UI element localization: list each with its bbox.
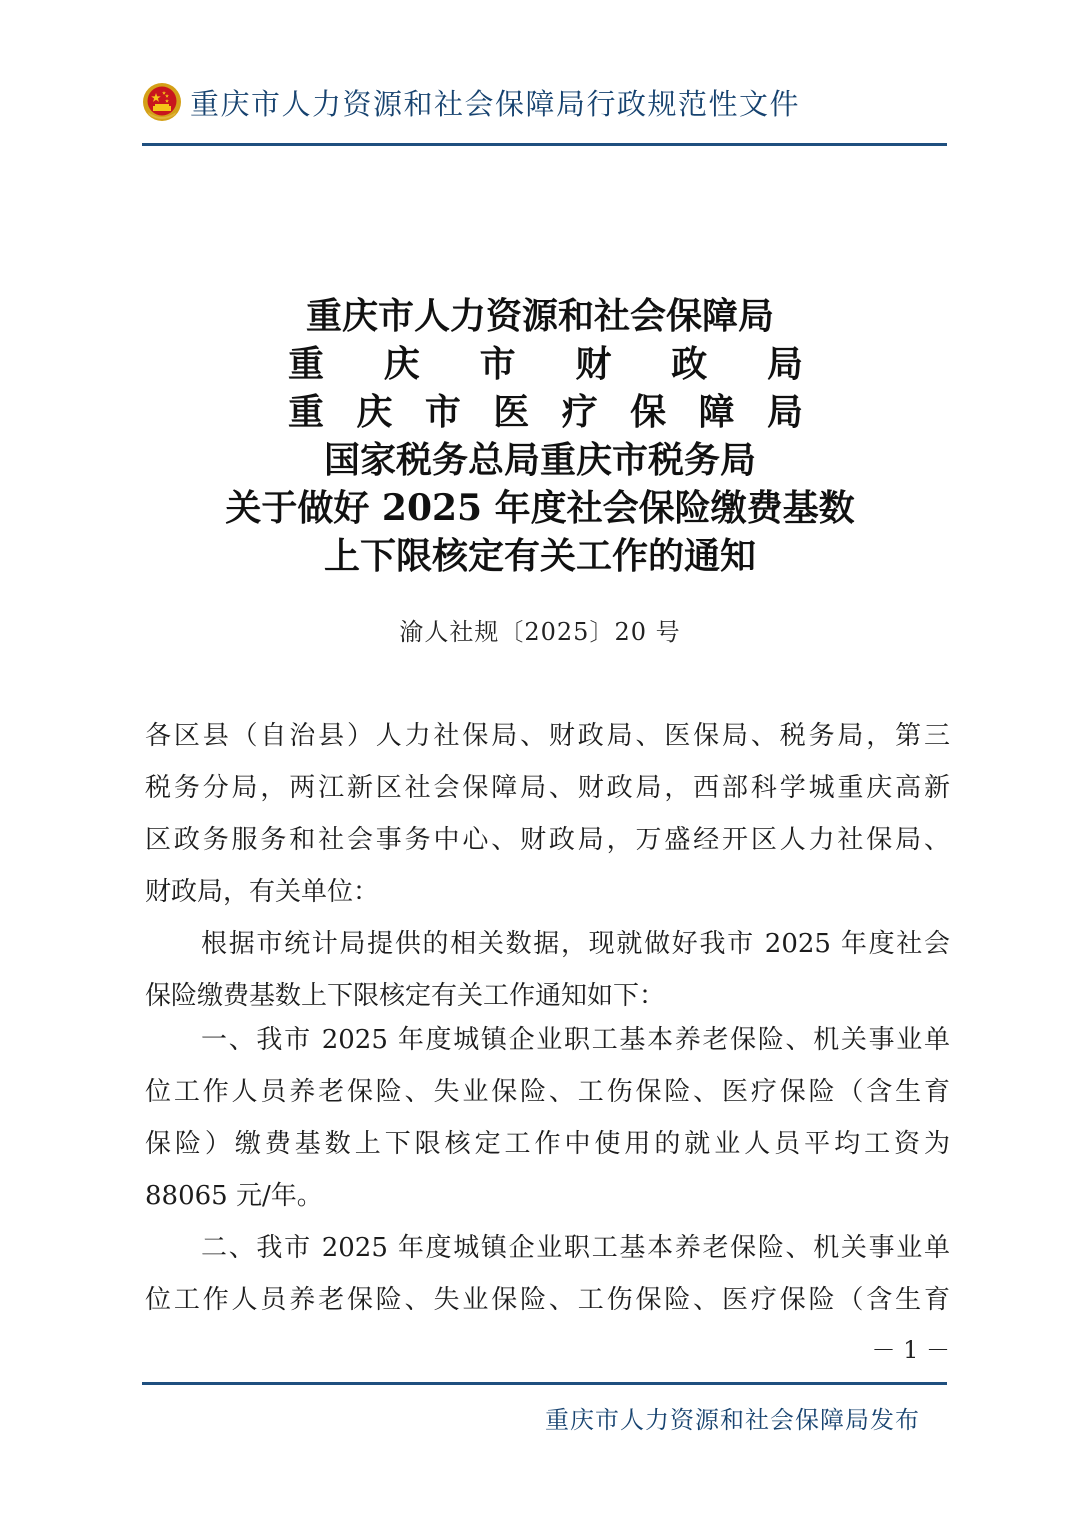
footer-divider [142, 1382, 947, 1385]
issuer-finance [288, 340, 803, 388]
issuer-finance-char: 财 [575, 343, 612, 385]
issuer-finance-char: 政 [671, 343, 708, 385]
item-2-paragraph [145, 1222, 950, 1326]
issuer-finance-char: 局 [766, 343, 803, 385]
issuer-tax: 国家税务总局重庆市税务局 [323, 439, 756, 481]
document-header [142, 74, 947, 130]
footer-publisher: 重庆市人力资源和社会保障局发布 [545, 1406, 920, 1434]
issuer-medical-char: 局 [766, 391, 803, 433]
recipients-paragraph [145, 710, 950, 918]
subject-line-1: 关于做好 2025 年度社会保险缴费基数 [225, 487, 855, 529]
body-line: 保险）缴费基数上下限核定工作中使用的就业人员平均工资为 [145, 1129, 950, 1159]
document-number: 渝人社规〔2025〕20 号 [399, 618, 681, 646]
body-line: 税务分局，两江新区社会保障局、财政局，西部科学城重庆高新 [145, 773, 950, 803]
document-title-block [140, 292, 940, 580]
body-line: 位工作人员养老保险、失业保险、工伤保险、医疗保险（含生育 [145, 1077, 950, 1107]
header-title: 重庆市人力资源和社会保障局行政规范性文件 [190, 86, 801, 121]
body-line: 一、我市 2025 年度城镇企业职工基本养老保险、机关事业单 [201, 1025, 950, 1055]
body-line: 财政局，有关单位： [145, 877, 380, 907]
issuer-medical-char: 庆 [356, 391, 393, 433]
issuer-hrss: 重庆市人力资源和社会保障局 [305, 295, 774, 337]
body-line: 88065 元/年。 [145, 1181, 323, 1211]
issuer-medical-char: 障 [698, 391, 735, 433]
subject-line-2: 上下限核定有关工作的通知 [323, 535, 756, 577]
body-line: 二、我市 2025 年度城镇企业职工基本养老保险、机关事业单 [201, 1233, 950, 1263]
issuer-medical [288, 388, 803, 436]
issuer-finance-char: 市 [479, 343, 516, 385]
page-number: － 1 － [871, 1336, 950, 1364]
national-emblem-icon [142, 82, 182, 122]
body-line: 区政务服务和社会事务中心、财政局，万盛经开区人力社保局、 [145, 825, 950, 855]
body-line: 各区县（自治县）人力社保局、财政局、医保局、税务局，第三 [145, 721, 950, 751]
issuer-medical-char: 重 [288, 391, 325, 433]
body-line: 位工作人员养老保险、失业保险、工伤保险、医疗保险（含生育 [145, 1285, 950, 1315]
issuer-medical-char: 医 [493, 391, 530, 433]
item-1-paragraph [145, 1014, 950, 1222]
body-line: 根据市统计局提供的相关数据，现就做好我市 2025 年度社会 [201, 929, 950, 959]
issuer-medical-char: 市 [424, 391, 461, 433]
issuer-finance-char: 重 [288, 343, 325, 385]
body-line: 保险缴费基数上下限核定有关工作通知如下： [145, 981, 666, 1011]
intro-paragraph [145, 918, 950, 1022]
header-divider [142, 143, 947, 146]
issuer-finance-char: 庆 [383, 343, 420, 385]
issuer-medical-char: 保 [630, 391, 667, 433]
issuer-medical-char: 疗 [561, 391, 598, 433]
